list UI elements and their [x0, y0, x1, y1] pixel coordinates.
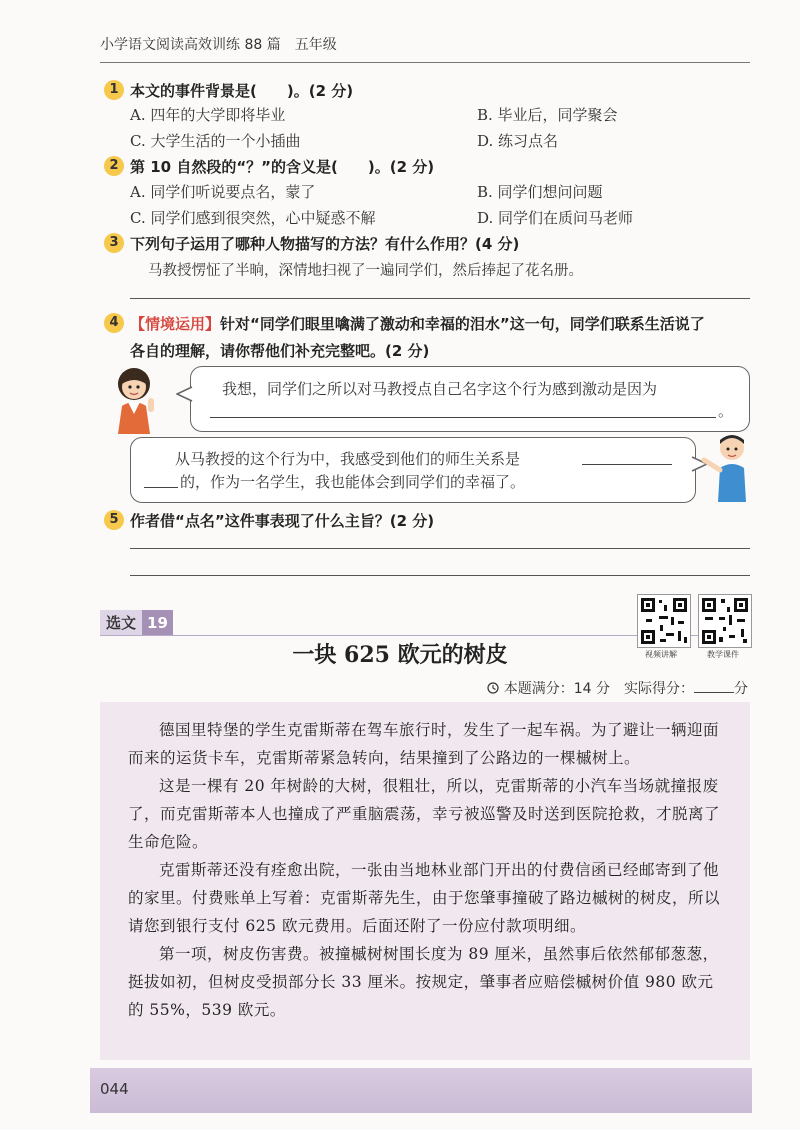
question-1-option-c[interactable]: C. 大学生活的一个小插曲 [130, 132, 301, 150]
clock-icon [487, 682, 499, 694]
question-2-number: 2 [104, 156, 124, 176]
question-1-option-d[interactable]: D. 练习点名 [477, 132, 559, 150]
question-2-option-d[interactable]: D. 同学们在质问马老师 [477, 209, 634, 227]
bubble-2-text-a: 从马教授的这个行为中，我感受到他们的师生关系是 [175, 450, 521, 468]
footer-band [90, 1068, 752, 1113]
question-1-text: 本文的事件背景是( )。(2 分) [130, 82, 354, 100]
qr-caption-courseware: 教学课件 [707, 650, 739, 659]
question-1-number: 1 [104, 80, 124, 100]
bubble-1-text: 我想，同学们之所以对马教授点自己名字这个行为感到激动是因为 [222, 380, 658, 398]
bubble-2-blank-a[interactable] [582, 450, 672, 465]
girl-illustration [104, 364, 174, 436]
question-4-text-line2: 各自的理解，请你帮他们补充完整吧。(2 分) [130, 342, 430, 360]
question-1-option-a[interactable]: A. 四年的大学即将毕业 [130, 106, 286, 124]
article-paragraph-3: 克雷斯蒂还没有痊愈出院，一张由当地林业部门开出的付费信函已经邮寄到了他的家里。付费账单上写着：克雷斯蒂先生，由于您肇事撞破了路边槭树的树皮，所以请您到银行支付 625 欧元费用。后面还附了一份应付款项明细。 [128, 861, 721, 935]
score-blank[interactable] [694, 678, 734, 693]
qr-caption-video: 视频讲解 [645, 650, 677, 659]
selection-number: 19 [142, 610, 173, 636]
article-paragraph-2: 这是一棵有 20 年树龄的大树，很粗壮，所以，克雷斯蒂的小汽车当场就撞报废了，而克雷斯蒂本人也撞成了严重脑震荡，幸亏被巡警及时送到医院抢救，才脱离了生命危险。 [128, 777, 721, 851]
situation-tag: 【情境运用】 [130, 315, 221, 333]
question-2-option-b[interactable]: B. 同学们想问问题 [477, 183, 603, 201]
header-rule [100, 62, 750, 63]
speech-bubble-boy [130, 437, 696, 503]
article-title: 一块 625 欧元的树皮 [292, 642, 508, 668]
question-2-text: 第 10 自然段的“？”的含义是( )。(2 分) [130, 158, 435, 176]
speech-bubble-girl [190, 366, 750, 432]
score-line [487, 678, 748, 698]
question-5-number: 5 [104, 510, 124, 530]
question-3-number: 3 [104, 233, 124, 253]
score-unit: 分 [734, 681, 748, 697]
boy-illustration [700, 430, 756, 504]
question-2-option-a[interactable]: A. 同学们听说要点名，蒙了 [130, 183, 316, 201]
article-paragraph-4: 第一项，树皮伤害费。被撞槭树树围长度为 89 厘米，虽然事后依然郁郁葱葱，挺拔如初，但树皮受损部分长 33 厘米。按规定，肇事者应赔偿槭树价值 980 欧元的 55%，539 欧元。 [128, 945, 719, 1019]
score-text: 本题满分：14 分 实际得分： [503, 681, 694, 697]
question-5-answer-line-1[interactable] [130, 548, 750, 549]
selection-label-text: 选文 [100, 610, 142, 636]
question-3-quote: 马教授愣怔了半晌，深情地扫视了一遍同学们，然后捧起了花名册。 [148, 263, 583, 279]
selection-label [100, 610, 173, 636]
question-4-number: 4 [104, 313, 124, 333]
question-4-text-line1 [130, 313, 705, 334]
bubble-1-period: 。 [718, 402, 734, 420]
bubble-2-text-b: 的，作为一名学生，我也能体会到同学们的幸福了。 [180, 473, 526, 491]
bubble-2-blank-b[interactable] [144, 473, 178, 488]
question-5-text: 作者借“点名”这件事表现了什么主旨？(2 分) [130, 512, 435, 530]
question-2-option-c[interactable]: C. 同学们感到很突然，心中疑惑不解 [130, 209, 376, 227]
running-header: 小学语文阅读高效训练 88 篇 五年级 [100, 37, 337, 53]
question-3-answer-line[interactable] [130, 298, 750, 299]
question-4-line1: 针对“同学们眼里噙满了激动和幸福的泪水”这一句，同学们联系生活说了 [220, 315, 705, 333]
bubble-1-blank[interactable] [210, 403, 716, 418]
question-3-text: 下列句子运用了哪种人物描写的方法？有什么作用？(4 分) [130, 235, 520, 253]
question-5-answer-line-2[interactable] [130, 575, 750, 576]
page-number: 044 [100, 1080, 129, 1098]
bubble-girl-tail [176, 386, 194, 402]
question-1-option-b[interactable]: B. 毕业后，同学聚会 [477, 106, 618, 124]
article-paragraph-1: 德国里特堡的学生克雷斯蒂在驾车旅行时，发生了一起车祸。为了避让一辆迎面而来的运货卡车，克雷斯蒂紧急转向，结果撞到了公路边的一棵槭树上。 [128, 721, 720, 767]
article-panel [100, 702, 750, 1060]
